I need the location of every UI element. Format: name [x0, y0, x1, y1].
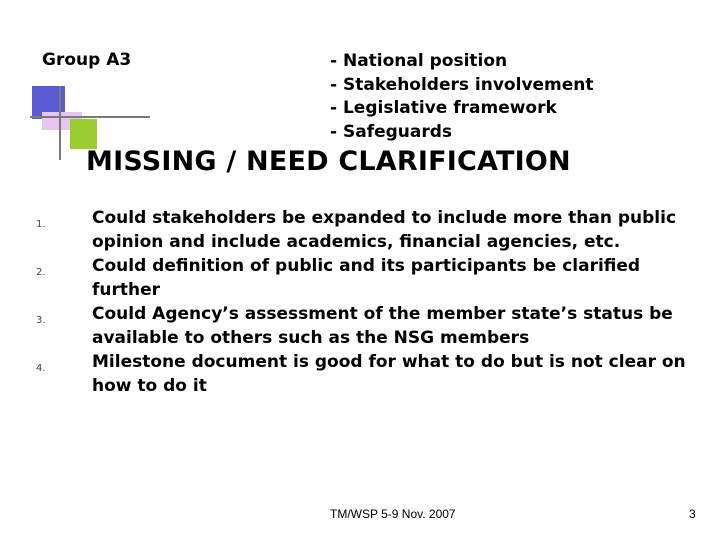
list-item-number: 3.	[36, 315, 46, 326]
list-item-number: 4.	[36, 363, 46, 374]
topic-item: - National position	[330, 51, 508, 71]
slide-title: MISSING / NEED CLARIFICATION	[86, 146, 571, 177]
topic-item: - Legislative framework	[330, 98, 557, 118]
list-item-text: Could stakeholders be expanded to include more than public opinion and include academics, financial agencies, etc.	[92, 208, 677, 252]
list-item-text: Could definition of public and its participants be clarified further	[92, 256, 641, 300]
list-item	[36, 302, 686, 350]
topic-list	[330, 50, 594, 144]
topic-item: - Safeguards	[330, 121, 453, 142]
decorative-vertical-line	[59, 86, 61, 160]
list-item-text: Could Agency’s assessment of the member state’s status be available to others such as the NSG members	[92, 304, 673, 348]
group-label: Group A3	[42, 50, 132, 70]
list-item	[36, 254, 686, 302]
footer-text: TM/WSP 5-9 Nov. 2007	[330, 507, 456, 521]
clarification-list	[36, 206, 686, 398]
page-number: 3	[689, 507, 696, 521]
list-item	[36, 350, 686, 398]
decorative-horizontal-line	[30, 116, 150, 118]
list-item-text: Milestone document is good for what to do but is not clear on how to do it	[92, 352, 686, 396]
topic-item: - Stakeholders involvement	[330, 74, 594, 95]
list-item-number: 1.	[36, 219, 46, 230]
decorative-square-green	[70, 119, 97, 149]
list-item-number: 2.	[36, 267, 46, 278]
list-item	[36, 206, 686, 254]
